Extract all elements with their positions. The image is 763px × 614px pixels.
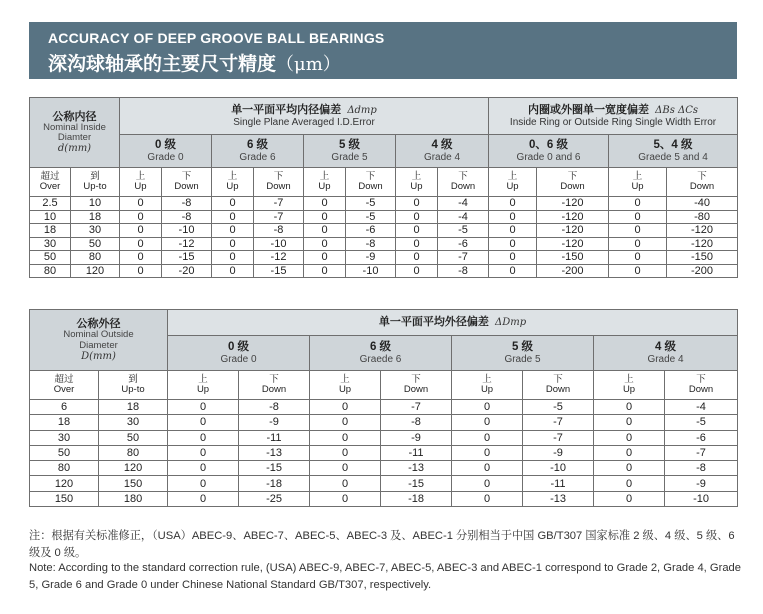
table-cell: -5: [523, 400, 594, 415]
table-row: [30, 400, 738, 415]
table-row: [30, 491, 738, 506]
table-cell: 0: [310, 430, 381, 445]
table-cell: 0: [594, 461, 665, 476]
up-header: 上 Up: [120, 168, 162, 197]
inner-updown-row: [30, 168, 738, 197]
table-cell: -7: [523, 415, 594, 430]
inner-grade-header: [304, 135, 396, 168]
title-banner: [29, 22, 737, 79]
inner-header-zh: 公称内径: [52, 110, 97, 123]
table-row: [30, 476, 738, 491]
table-cell: 30: [71, 224, 120, 238]
note-english: Note: According to the standard correction rule, (USA) ABEC-9, ABEC-7, ABEC-5, ABEC-3 and ABEC-1 correspond to Grade 2, Grade 4, Grade 5, Grade 6 and Grade 0 under Chinese National Standard GB/T307, respectively.: [29, 562, 741, 591]
table-cell: -6: [346, 224, 396, 238]
inner-group1-symbol: Δdmp: [347, 105, 377, 117]
table-cell: 0: [594, 476, 665, 491]
table-cell: 0: [609, 197, 667, 211]
down-header: 下 Down: [667, 168, 738, 197]
table-cell: -120: [537, 237, 609, 251]
table-cell: -9: [523, 445, 594, 460]
table-cell: -9: [346, 251, 396, 265]
table-row: [30, 251, 738, 265]
table-cell: -7: [381, 400, 452, 415]
table-cell: -18: [381, 491, 452, 506]
grade-zh: 6 级: [246, 139, 269, 152]
table-cell: -7: [254, 197, 304, 211]
table-cell: 0: [452, 461, 523, 476]
grade-zh: 5 级: [338, 139, 361, 152]
title-chinese: [48, 49, 341, 76]
table-cell: 0: [120, 264, 162, 278]
outer-group1-header: [168, 310, 738, 336]
grade-en: Grade 5: [331, 151, 368, 163]
table-cell: 0: [609, 237, 667, 251]
table-cell: 0: [120, 251, 162, 265]
table-cell: -25: [239, 491, 310, 506]
table-cell: -8: [346, 237, 396, 251]
table-cell: 0: [452, 415, 523, 430]
table-cell: 0: [168, 445, 239, 460]
inner-group2-header: [489, 98, 738, 135]
inner-group2-symbol: ΔBs ΔCs: [655, 105, 699, 117]
table-cell: -10: [523, 461, 594, 476]
table-cell: 0: [609, 251, 667, 265]
table-cell: -120: [537, 224, 609, 238]
inner-group2-zh: 内圈或外圈单一宽度偏差: [528, 104, 650, 117]
table-cell: 0: [168, 476, 239, 491]
table-cell: -4: [665, 400, 738, 415]
table-cell: 0: [168, 430, 239, 445]
inner-header-en2: Diamter: [57, 132, 92, 144]
table-cell: 0: [609, 224, 667, 238]
outer-grade-header: 5 级 Grade 5: [452, 336, 594, 371]
table-cell: -10: [162, 224, 212, 238]
grade-zh: 4 级: [431, 139, 453, 152]
table-cell: -9: [381, 430, 452, 445]
table-cell: 0: [396, 224, 438, 238]
table-cell: -11: [523, 476, 594, 491]
table-row: [30, 210, 738, 224]
table-cell: -15: [162, 251, 212, 265]
table-cell: 0: [304, 210, 346, 224]
table-cell: 0: [212, 197, 254, 211]
inner-grade-header: [396, 135, 489, 168]
table-cell: -15: [381, 476, 452, 491]
table-cell: -8: [381, 415, 452, 430]
table-cell: 0: [594, 445, 665, 460]
table-cell: 18: [30, 224, 71, 238]
table-cell: 150: [30, 491, 99, 506]
inner-header-en1: Nominal Inside: [43, 121, 106, 133]
table-cell: 0: [168, 400, 239, 415]
outer-diameter-table: [29, 309, 738, 507]
inner-group1-en: Single Plane Averaged I.D.Error: [233, 116, 375, 128]
table-cell: 0: [120, 210, 162, 224]
table-cell: -13: [239, 445, 310, 460]
table-cell: -6: [665, 430, 738, 445]
upto-header: 到 Up-to: [71, 168, 120, 197]
upto-header: 到 Up-to: [99, 371, 168, 400]
table-cell: -18: [239, 476, 310, 491]
table-cell: -7: [254, 210, 304, 224]
table-cell: -8: [665, 461, 738, 476]
table-cell: 0: [310, 415, 381, 430]
outer-grade-header: 6 级 Graede 6: [310, 336, 452, 371]
table-cell: -120: [537, 197, 609, 211]
table-cell: -7: [523, 430, 594, 445]
inner-diameter-table: [29, 97, 738, 278]
outer-header-symbol: D(mm): [81, 350, 116, 362]
table-cell: -5: [346, 210, 396, 224]
table-cell: 18: [30, 415, 99, 430]
grade-en: Grade 4: [423, 151, 461, 163]
table-cell: 0: [212, 210, 254, 224]
table-cell: -4: [438, 197, 489, 211]
inner-table-body: [30, 197, 738, 278]
table-cell: 0: [168, 461, 239, 476]
down-header: 下 Down: [381, 371, 452, 400]
title-chinese-text: 深沟球轴承的主要尺寸精度: [48, 54, 277, 75]
grade-zh: 5、4 级: [653, 139, 693, 152]
table-cell: 0: [310, 461, 381, 476]
outer-updown-row: [30, 371, 738, 400]
over-header: 超过 Over: [30, 168, 71, 197]
inner-group1-header: [120, 98, 489, 135]
table-cell: 0: [396, 237, 438, 251]
table-cell: 0: [310, 476, 381, 491]
table-cell: 120: [71, 264, 120, 278]
up-header: 上 Up: [168, 371, 239, 400]
grade-zh: 0、6 级: [529, 139, 569, 152]
grade-en: Grade 0: [147, 151, 184, 163]
table-cell: 0: [594, 491, 665, 506]
table-cell: 0: [489, 224, 537, 238]
table-row: [30, 264, 738, 278]
table-cell: -8: [162, 210, 212, 224]
table-row: [30, 445, 738, 460]
table-cell: -7: [665, 445, 738, 460]
up-header: 上 Up: [489, 168, 537, 197]
table-cell: 80: [71, 251, 120, 265]
table-row: [30, 237, 738, 251]
table-cell: 18: [99, 400, 168, 415]
table-cell: -40: [667, 197, 738, 211]
table-cell: 0: [120, 224, 162, 238]
table-cell: 0: [452, 445, 523, 460]
table-cell: 0: [396, 210, 438, 224]
table-cell: 50: [30, 445, 99, 460]
table-cell: 120: [30, 476, 99, 491]
inner-group1-zh: 单一平面平均内径偏差: [231, 104, 342, 117]
outer-grade-header: 4 级 Grade 4: [594, 336, 738, 371]
table-row: [30, 197, 738, 211]
table-cell: 0: [396, 264, 438, 278]
table-cell: 50: [71, 237, 120, 251]
inner-group2-en: Inside Ring or Outside Ring Single Width Error: [509, 116, 717, 128]
table-cell: -13: [381, 461, 452, 476]
table-cell: 2.5: [30, 197, 71, 211]
table-cell: -11: [381, 445, 452, 460]
table-cell: 0: [212, 237, 254, 251]
table-cell: -11: [239, 430, 310, 445]
outer-diameter-column-header: [30, 310, 168, 371]
table-cell: 50: [30, 251, 71, 265]
table-cell: -5: [346, 197, 396, 211]
table-cell: 0: [212, 224, 254, 238]
table-cell: 0: [304, 197, 346, 211]
note-chinese: 注：根据有关标准修正，（USA）ABEC-9、ABEC-7、ABEC-5、ABEC-3 及、ABEC-1 分别相当于中国 GB/T307 国家标准 2 级、4 级、5 级、6 级及 0 级。: [29, 530, 735, 559]
down-header: 下 Down: [665, 371, 738, 400]
table-cell: 0: [489, 251, 537, 265]
table-cell: 0: [310, 400, 381, 415]
up-header: 上 Up: [609, 168, 667, 197]
table-cell: 0: [396, 197, 438, 211]
inner-grade-header: [212, 135, 304, 168]
table-cell: -15: [239, 461, 310, 476]
table-cell: -120: [537, 210, 609, 224]
table-cell: -8: [254, 224, 304, 238]
table-cell: 0: [452, 476, 523, 491]
up-header: 上 Up: [594, 371, 665, 400]
table-cell: 0: [212, 264, 254, 278]
table-row: [30, 415, 738, 430]
table-cell: -150: [537, 251, 609, 265]
table-cell: -10: [254, 237, 304, 251]
table-cell: 150: [99, 476, 168, 491]
table-cell: 0: [452, 430, 523, 445]
table-cell: 0: [120, 237, 162, 251]
table-cell: 180: [99, 491, 168, 506]
table-cell: 0: [120, 197, 162, 211]
table-cell: 0: [489, 237, 537, 251]
table-cell: 30: [30, 237, 71, 251]
table-cell: -5: [438, 224, 489, 238]
title-unit: （μm）: [276, 54, 341, 75]
table-row: [30, 461, 738, 476]
grade-en: Graede 5 and 4: [638, 151, 708, 163]
table-cell: 0: [168, 491, 239, 506]
down-header: 下 Down: [239, 371, 310, 400]
inner-grade-header: [609, 135, 738, 168]
table-cell: 0: [609, 210, 667, 224]
outer-group1-zh: 单一平面平均外径偏差: [378, 316, 489, 329]
table-cell: -20: [162, 264, 212, 278]
table-cell: 0: [304, 224, 346, 238]
title-english: ACCURACY OF DEEP GROOVE BALL BEARINGS: [48, 30, 385, 46]
table-cell: 10: [71, 197, 120, 211]
table-cell: -8: [239, 400, 310, 415]
table-cell: 0: [304, 251, 346, 265]
table-cell: -150: [667, 251, 738, 265]
inner-header-symbol: d(mm): [57, 143, 92, 155]
inner-diameter-column-header: [30, 98, 120, 168]
table-cell: -8: [162, 197, 212, 211]
table-cell: 80: [30, 264, 71, 278]
table-cell: 0: [310, 491, 381, 506]
outer-group1-symbol: ΔDmp: [495, 317, 527, 329]
table-cell: -9: [239, 415, 310, 430]
down-header: 下 Down: [346, 168, 396, 197]
table-cell: -200: [667, 264, 738, 278]
table-cell: 0: [310, 445, 381, 460]
table-cell: 0: [489, 264, 537, 278]
up-header: 上 Up: [304, 168, 346, 197]
grade-zh: 0 级: [154, 139, 177, 152]
table-cell: 0: [594, 430, 665, 445]
table-cell: -80: [667, 210, 738, 224]
up-header: 上 Up: [452, 371, 523, 400]
table-cell: 18: [71, 210, 120, 224]
table-cell: -8: [438, 264, 489, 278]
table-row: [30, 224, 738, 238]
table-cell: 0: [396, 251, 438, 265]
outer-table-body: [30, 400, 738, 507]
table-cell: -15: [254, 264, 304, 278]
table-cell: 80: [99, 445, 168, 460]
table-cell: -4: [438, 210, 489, 224]
table-cell: 10: [30, 210, 71, 224]
table-cell: -120: [667, 237, 738, 251]
up-header: 上 Up: [396, 168, 438, 197]
table-cell: -5: [665, 415, 738, 430]
table-cell: 0: [594, 415, 665, 430]
table-row: [30, 430, 738, 445]
table-cell: -9: [665, 476, 738, 491]
table-cell: -10: [346, 264, 396, 278]
table-cell: 0: [489, 197, 537, 211]
table-cell: -13: [523, 491, 594, 506]
table-cell: 0: [609, 264, 667, 278]
table-cell: 0: [594, 400, 665, 415]
down-header: 下 Down: [438, 168, 489, 197]
table-cell: 0: [452, 491, 523, 506]
table-cell: -200: [537, 264, 609, 278]
over-header: 超过 Over: [30, 371, 99, 400]
down-header: 下 Down: [523, 371, 594, 400]
table-cell: 0: [168, 415, 239, 430]
table-cell: 80: [30, 461, 99, 476]
inner-grade-header: [489, 135, 609, 168]
table-cell: -7: [438, 251, 489, 265]
outer-header-en1: Nominal Outside: [63, 329, 134, 341]
table-cell: 6: [30, 400, 99, 415]
grade-en: Grade 0 and 6: [516, 151, 581, 163]
table-cell: -6: [438, 237, 489, 251]
outer-header-en2: Diameter: [79, 339, 118, 351]
down-header: 下 Down: [537, 168, 609, 197]
outer-grade-header: 0 级 Grade 0: [168, 336, 310, 371]
table-cell: 30: [30, 430, 99, 445]
outer-header-zh: 公称外径: [76, 318, 121, 331]
table-cell: 0: [304, 264, 346, 278]
table-cell: 0: [212, 251, 254, 265]
table-cell: 0: [304, 237, 346, 251]
table-cell: -12: [162, 237, 212, 251]
table-cell: -120: [667, 224, 738, 238]
down-header: 下 Down: [162, 168, 212, 197]
table-cell: -10: [665, 491, 738, 506]
up-header: 上 Up: [212, 168, 254, 197]
table-cell: 0: [489, 210, 537, 224]
up-header: 上 Up: [310, 371, 381, 400]
table-cell: 0: [452, 400, 523, 415]
inner-grade-header: [120, 135, 212, 168]
table-cell: 30: [99, 415, 168, 430]
table-cell: -12: [254, 251, 304, 265]
table-cell: 120: [99, 461, 168, 476]
down-header: 下 Down: [254, 168, 304, 197]
grade-en: Grade 6: [239, 151, 276, 163]
table-cell: 50: [99, 430, 168, 445]
